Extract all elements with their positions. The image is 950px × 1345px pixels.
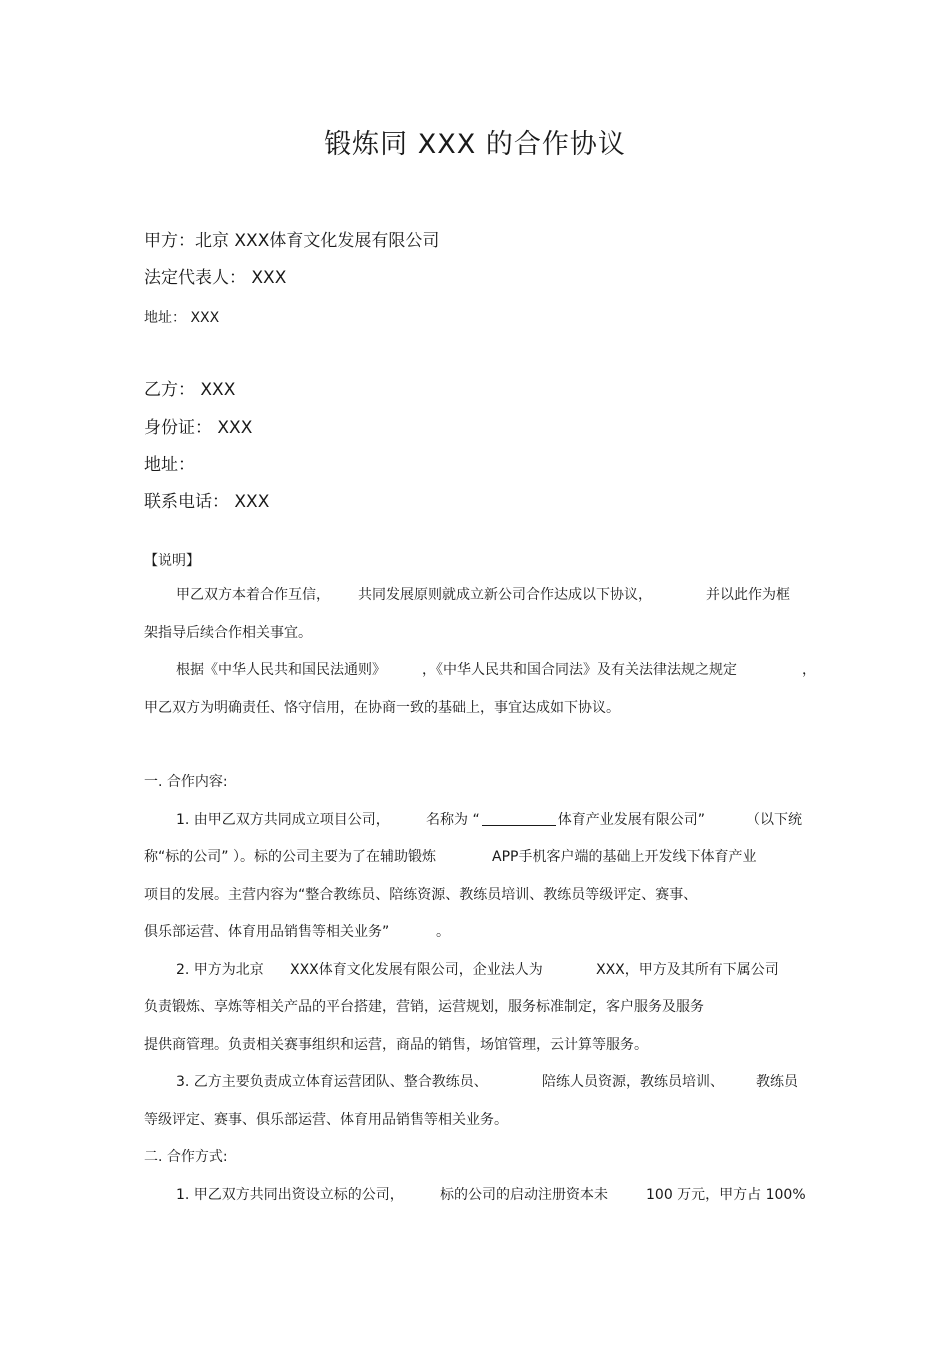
company-name-blank [482,811,556,826]
paragraph-text: 根据《中华人民共和国民法通则》 [176,662,386,678]
clause-text: 称“标的公司” ）。标的公司主要为了在辅助锻炼 [144,849,436,865]
clause-text [426,809,705,829]
clause-text: （以下统 [746,812,802,828]
clause-text: XXX体育文化发展有限公司，企业法人为 [290,962,543,978]
section-heading: 一. 合作内容: [144,774,228,790]
document-title: 锻炼同 XXX 的合作协议 [324,129,626,160]
clause-text: 。 [436,924,450,940]
paragraph-text: 架指导后续合作相关事宜。 [144,625,312,641]
clause-text: 2. 甲方为北京 [176,962,264,978]
party-a-address: 地址： XXX [144,310,220,326]
clause-text: 教练员 [756,1074,798,1090]
clause-text: 负责锻炼、享炼等相关产品的平台搭建，营销，运营规划，服务标准制定，客户服务及服务 [144,999,704,1015]
clause-text: 1. 甲乙双方共同出资设立标的公司， [176,1187,404,1203]
paragraph-text: 甲乙双方为明确责任、恪守信用，在协商一致的基础上，事宜达成如下协议。 [144,700,620,716]
clause-text: 等级评定、赛事、俱乐部运营、体育用品销售等相关业务。 [144,1112,508,1128]
party-b-name: 乙方： XXX [144,380,236,400]
clause-text: 3. 乙方主要负责成立体育运营团队、整合教练员、 [176,1074,488,1090]
clause-text: 俱乐部运营、体育用品销售等相关业务” [144,924,390,940]
clause-text: 100 万元，甲方占 100% [646,1187,806,1203]
clause-text: 标的公司的启动注册资本未 [440,1187,608,1203]
clause-text: 体育产业发展有限公司” [557,812,705,828]
clause-text: 1. 由甲乙双方共同成立项目公司， [176,812,390,828]
paragraph-text: 共同发展原则就成立新公司合作达成以下协议， [358,587,652,603]
party-a-representative: 法定代表人： XXX [144,268,287,288]
paragraph-text: 并以此作为框 [706,587,790,603]
paragraph-text: ，《中华人民共和国合同法》及有关法律法规之规定 [422,662,737,678]
explanation-heading: 【说明】 [144,553,200,569]
paragraph-text: ， [802,662,816,678]
clause-text: 项目的发展。主营内容为“整合教练员、陪练资源、教练员培训、教练员等级评定、赛事、 [144,887,698,903]
section-heading: 二. 合作方式: [144,1149,228,1165]
clause-text: 陪练人员资源，教练员培训、 [542,1074,724,1090]
paragraph-text: 甲乙双方本着合作互信， [176,587,330,603]
party-b-id: 身份证： XXX [144,418,253,438]
clause-text: XXX，甲方及其所有下属公司 [596,962,779,978]
clause-text: 提供商管理。负责相关赛事组织和运营，商品的销售，场馆管理，云计算等服务。 [144,1037,648,1053]
clause-text: APP手机客户端的基础上开发线下体育产业 [492,849,757,865]
clause-text: 名称为 “ [426,812,480,828]
party-b-phone: 联系电话： XXX [144,492,270,512]
party-b-address: 地址： [144,455,195,475]
party-a-name: 甲方：北京 XXX体育文化发展有限公司 [144,231,440,251]
